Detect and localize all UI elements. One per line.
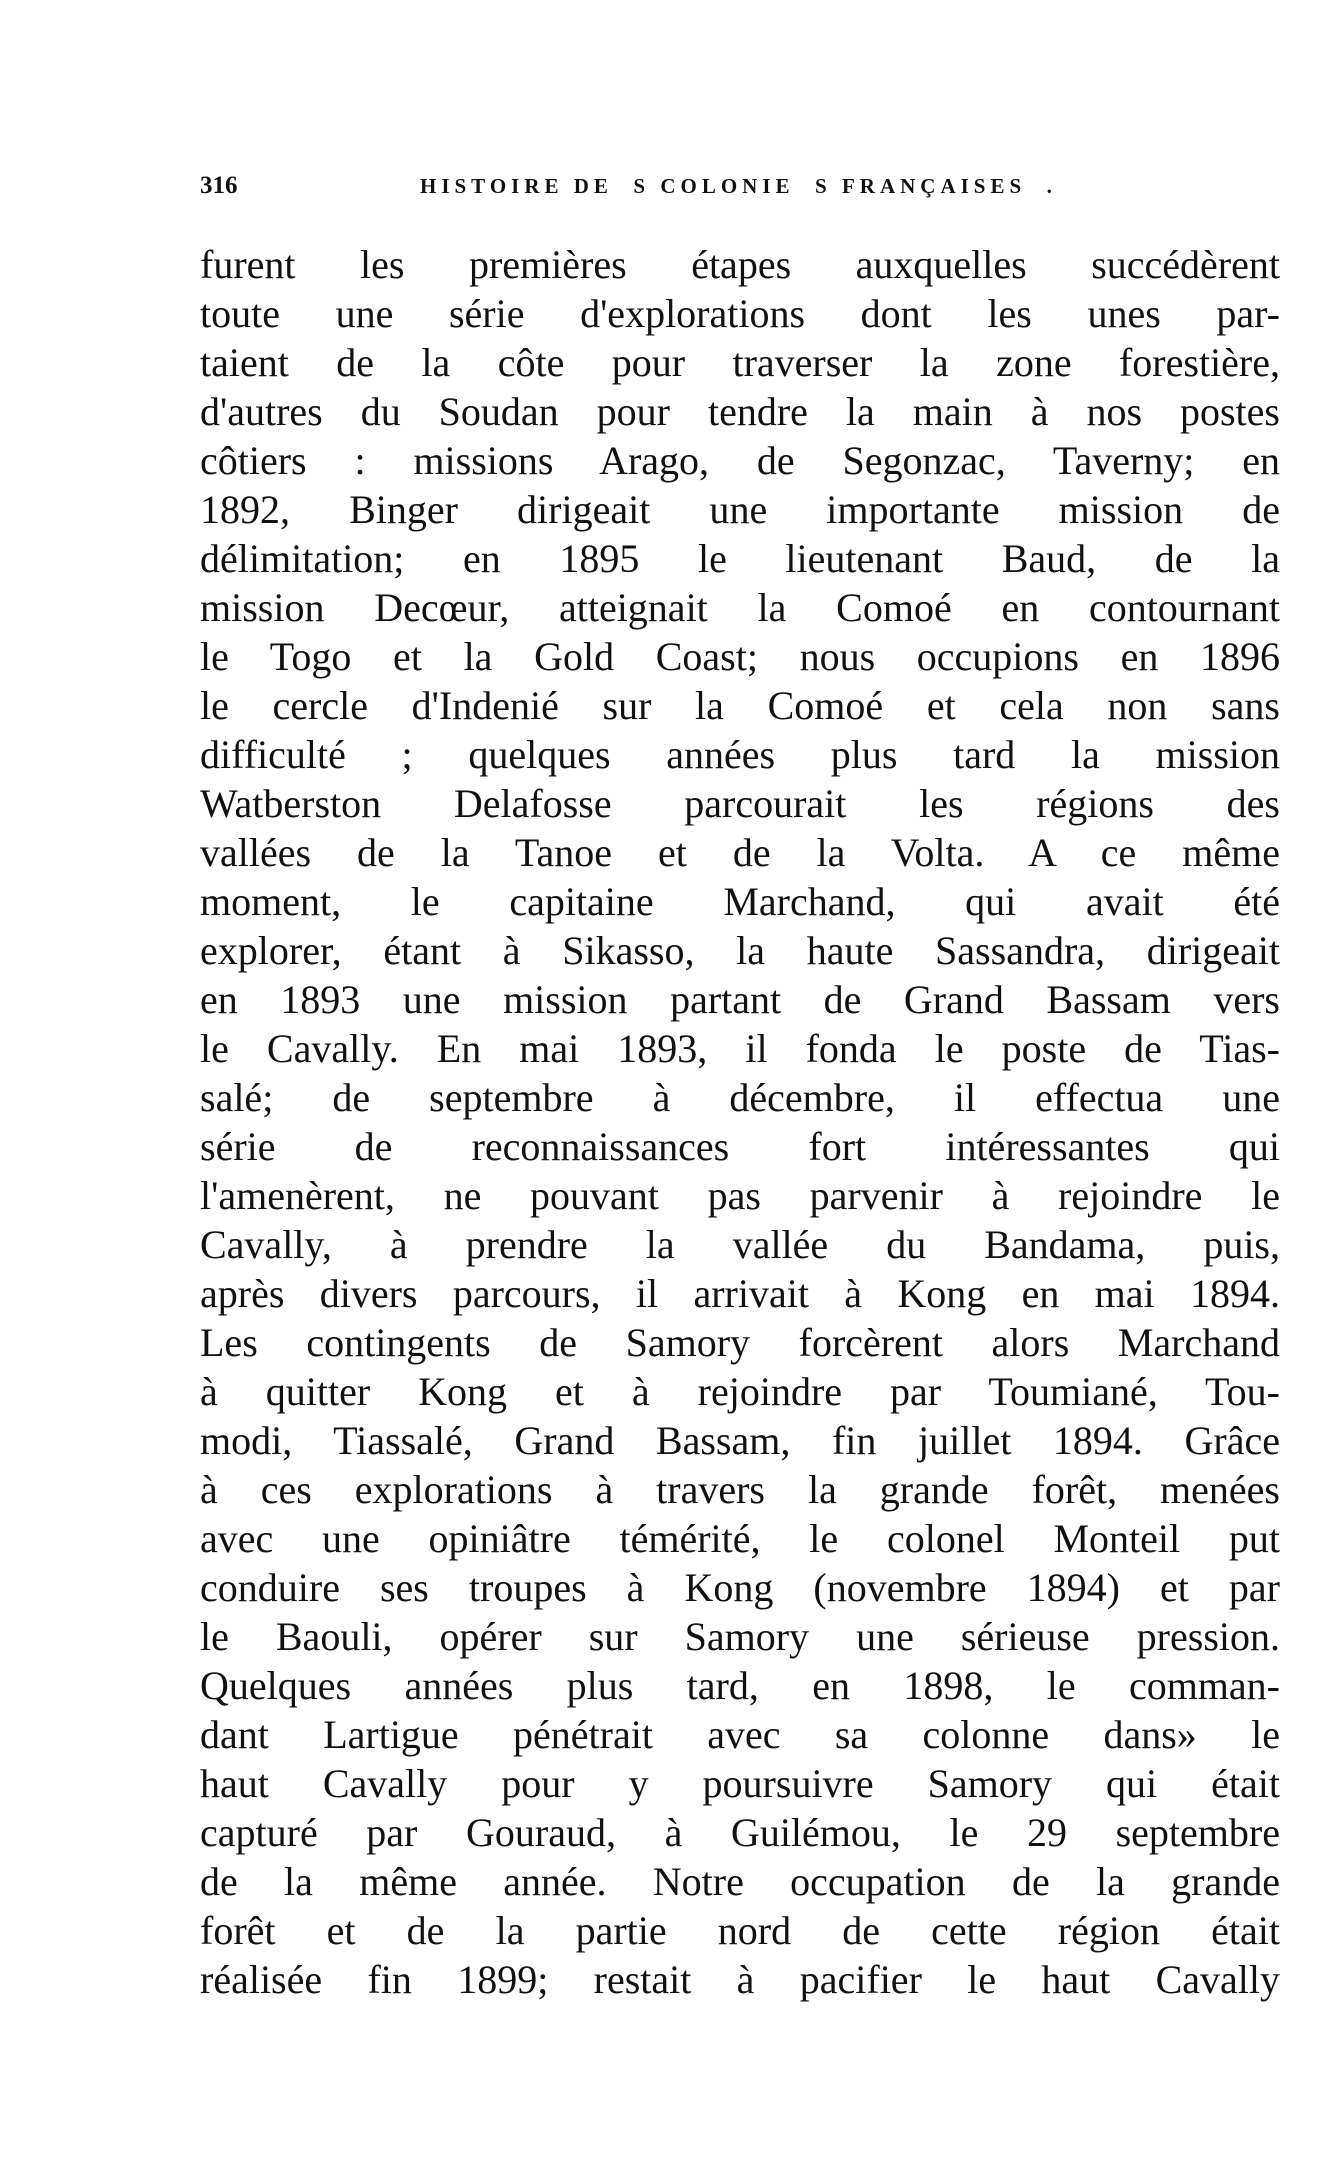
text-line: vallées de la Tanoe et de la Volta. A ce même bbox=[200, 830, 1280, 875]
text-line: modi, Tiassalé, Grand Bassam, fin juillet 1894. Grâce bbox=[200, 1418, 1280, 1463]
text-line: série de reconnaissances fort intéressantes qui bbox=[200, 1124, 1280, 1169]
text-line: toute une série d'explorations dont les unes par- bbox=[200, 291, 1280, 336]
text-line: Quelques années plus tard, en 1898, le comman- bbox=[200, 1663, 1280, 1708]
text-line: avec une opiniâtre témérité, le colonel Monteil put bbox=[200, 1516, 1280, 1561]
text-line: Cavally, à prendre la vallée du Bandama, puis, bbox=[200, 1222, 1280, 1267]
text-line: capturé par Gouraud, à Guilémou, le 29 septembre bbox=[200, 1810, 1280, 1855]
text-line: à quitter Kong et à rejoindre par Toumiané, Tou- bbox=[200, 1369, 1280, 1414]
text-line: le Baouli, opérer sur Samory une sérieuse pression. bbox=[200, 1614, 1280, 1659]
text-line: délimitation; en 1895 le lieutenant Baud, de la bbox=[200, 536, 1280, 581]
text-line: Les contingents de Samory forcèrent alors Marchand bbox=[200, 1320, 1280, 1365]
text-line: réalisée fin 1899; restait à pacifier le haut Cavally bbox=[200, 1957, 1280, 2002]
text-line: dant Lartigue pénétrait avec sa colonne dans» le bbox=[200, 1712, 1280, 1757]
text-line: haut Cavally pour y poursuivre Samory qui était bbox=[200, 1761, 1280, 1806]
text-line: après divers parcours, il arrivait à Kong en mai 1894. bbox=[200, 1271, 1280, 1316]
text-line: difficulté ; quelques années plus tard la mission bbox=[200, 732, 1280, 777]
text-line: Watberston Delafosse parcourait les régions des bbox=[200, 781, 1280, 826]
text-line: en 1893 une mission partant de Grand Bassam vers bbox=[200, 977, 1280, 1022]
text-line: moment, le capitaine Marchand, qui avait été bbox=[200, 879, 1280, 924]
page-header bbox=[200, 172, 1280, 212]
text-line: à ces explorations à travers la grande forêt, menées bbox=[200, 1467, 1280, 1512]
page-number: 316 bbox=[200, 172, 238, 199]
text-line: salé; de septembre à décembre, il effectua une bbox=[200, 1075, 1280, 1120]
text-line: le Togo et la Gold Coast; nous occupions en 1896 bbox=[200, 634, 1280, 679]
text-line: de la même année. Notre occupation de la grande bbox=[200, 1859, 1280, 1904]
text-line: le Cavally. En mai 1893, il fonda le poste de Tias- bbox=[200, 1026, 1280, 1071]
running-title: HISTOIRE DE S COLONIE S FRANÇAISES . bbox=[420, 174, 1057, 198]
text-line: conduire ses troupes à Kong (novembre 1894) et par bbox=[200, 1565, 1280, 1610]
text-line: d'autres du Soudan pour tendre la main à nos postes bbox=[200, 389, 1280, 434]
text-line: l'amenèrent, ne pouvant pas parvenir à rejoindre le bbox=[200, 1173, 1280, 1218]
text-line: furent les premières étapes auxquelles succédèrent bbox=[200, 242, 1280, 287]
text-line: le cercle d'Indenié sur la Comoé et cela non sans bbox=[200, 683, 1280, 728]
text-line: côtiers : missions Arago, de Segonzac, Taverny; en bbox=[200, 438, 1280, 483]
text-line: forêt et de la partie nord de cette région était bbox=[200, 1908, 1280, 1953]
body-text bbox=[200, 240, 1280, 2004]
text-line: explorer, étant à Sikasso, la haute Sassandra, dirigeait bbox=[200, 928, 1280, 973]
text-line: mission Decœur, atteignait la Comoé en contournant bbox=[200, 585, 1280, 630]
text-line: 1892, Binger dirigeait une importante mission de bbox=[200, 487, 1280, 532]
text-line: taient de la côte pour traverser la zone forestière, bbox=[200, 340, 1280, 385]
